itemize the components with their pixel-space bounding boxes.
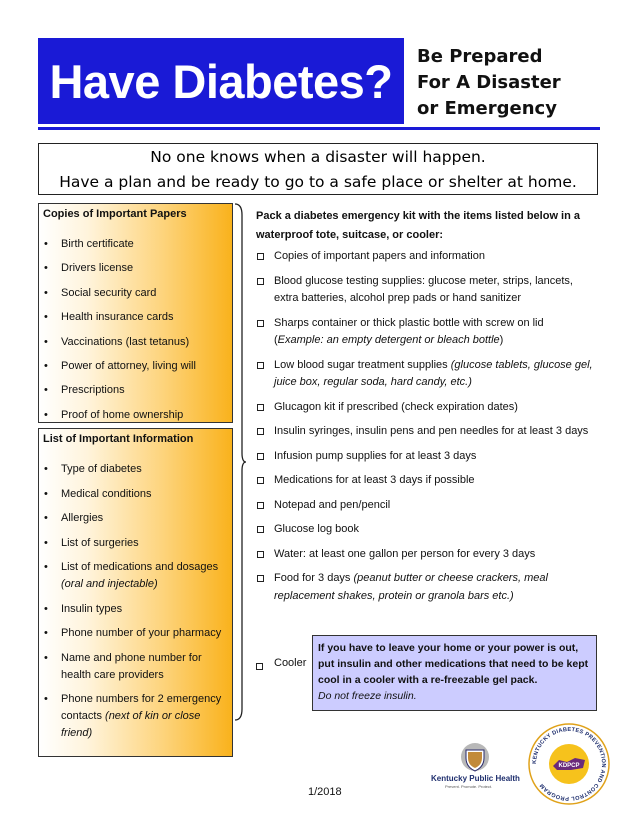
list-item: • Vaccinations (last tetanus) bbox=[39, 334, 232, 358]
subtitle-line: For A Disaster bbox=[417, 72, 561, 93]
list-item: • Insulin types bbox=[39, 601, 232, 618]
checklist-item: Glucagon kit if prescribed (check expiration dates) bbox=[256, 399, 596, 417]
panel-title: List of Important Information bbox=[43, 433, 194, 445]
list-item: • Health insurance cards bbox=[39, 309, 232, 333]
page-title: Have Diabetes? bbox=[49, 54, 393, 108]
item-note: (oral and injectable) bbox=[61, 578, 158, 590]
checkbox-icon bbox=[257, 253, 264, 260]
important-information-panel bbox=[38, 428, 233, 757]
list-item: • Prescriptions bbox=[39, 382, 232, 406]
item-note: (glucose tablets, glucose gel, juice box, regular soda, hard candy, etc.) bbox=[274, 358, 593, 388]
checkbox-icon bbox=[257, 453, 264, 460]
list-item: • Name and phone number for health care providers bbox=[39, 650, 232, 684]
kdpcp-seal-icon bbox=[527, 722, 611, 806]
information-list bbox=[39, 453, 232, 742]
checklist-item: Insulin syringes, insulin pens and pen needles for at least 3 days bbox=[256, 423, 596, 441]
brace-divider bbox=[234, 203, 246, 721]
list-item: • List of surgeries bbox=[39, 535, 232, 552]
notice-line: Have a plan and be ready to go to a safe place or shelter at home. bbox=[59, 173, 577, 191]
checklist-item: Blood glucose testing supplies: glucose meter, strips, lancets, extra batteries, alcohol prep pads or hand sanitizer bbox=[256, 273, 596, 308]
list-item: • Allergies bbox=[39, 510, 232, 527]
list-item: • Medical conditions bbox=[39, 486, 232, 503]
kit-intro: Pack a diabetes emergency kit with the items listed below in a waterproof tote, suitcase, or cooler: bbox=[256, 210, 581, 241]
checkbox-icon bbox=[257, 551, 264, 558]
checkbox-icon bbox=[257, 320, 264, 327]
checklist-item: Infusion pump supplies for at least 3 days bbox=[256, 448, 596, 466]
papers-list bbox=[39, 228, 232, 431]
checklist-item: Sharps container or thick plastic bottle with screw on lid (Example: an empty detergent or bleach bottle) bbox=[256, 315, 596, 350]
cooler-note-bold: If you have to leave your home or your power is out, put insulin and other medications that need to be kept cool in a cooler with a re-freezable gel pack. bbox=[318, 642, 589, 686]
checklist-item: Food for 3 days (peanut butter or cheese crackers, meal replacement shakes, protein or granola bars etc.) bbox=[256, 570, 596, 605]
cooler-note-box bbox=[312, 635, 597, 711]
checkbox-icon bbox=[257, 428, 264, 435]
list-item: • List of medications and dosages (oral and injectable) bbox=[39, 559, 232, 593]
logo-tagline: Prevent. Promote. Protect. bbox=[445, 784, 493, 789]
checkbox-icon bbox=[257, 362, 264, 369]
important-papers-panel bbox=[38, 203, 233, 423]
seal-text: KENTUCKY DIABETES PREVENTION AND CONTROL PROGRAM bbox=[531, 726, 607, 802]
checkbox-icon bbox=[256, 663, 263, 670]
list-item: • Type of diabetes bbox=[39, 461, 232, 478]
notice-box bbox=[38, 143, 598, 195]
list-item: • Drivers license bbox=[39, 260, 232, 284]
date: 1/2018 bbox=[308, 786, 342, 798]
checkbox-icon bbox=[257, 477, 264, 484]
checklist-item: Medications for at least 3 days if possible bbox=[256, 472, 596, 490]
list-item: • Phone number of your pharmacy bbox=[39, 625, 232, 642]
checkbox-icon bbox=[257, 502, 264, 509]
cooler-label: Cooler bbox=[274, 657, 307, 669]
cooler-note-italic: Do not freeze insulin. bbox=[318, 690, 417, 702]
checklist-item: Copies of important papers and information bbox=[256, 248, 596, 266]
item-note: (next of kin or close friend) bbox=[61, 710, 201, 739]
list-item: • Phone numbers for 2 emergency contacts (next of kin or close friend) bbox=[39, 691, 232, 742]
checkbox-icon bbox=[257, 278, 264, 285]
checklist-item: Low blood sugar treatment supplies (glucose tablets, glucose gel, juice box, regular soda, hard candy, etc.) bbox=[256, 357, 596, 392]
checklist-item: Notepad and pen/pencil bbox=[256, 497, 596, 515]
subtitle-line: Be Prepared bbox=[417, 46, 543, 67]
notice-line: No one knows when a disaster will happen. bbox=[150, 148, 486, 166]
list-item: • Social security card bbox=[39, 285, 232, 309]
checkbox-icon bbox=[257, 575, 264, 582]
panel-title: Copies of Important Papers bbox=[43, 208, 187, 220]
title-banner bbox=[38, 38, 404, 124]
header-divider bbox=[38, 127, 600, 130]
subtitle bbox=[417, 44, 617, 122]
subtitle-line: or Emergency bbox=[417, 98, 557, 119]
item-note: (peanut butter or cheese crackers, meal replacement shakes, protein or granola bars etc.) bbox=[274, 572, 548, 602]
logo-name: Kentucky Public Health bbox=[431, 774, 520, 783]
checklist-item: Water: at least one gallon per person for every 3 days bbox=[256, 546, 596, 564]
checklist-item: Glucose log book bbox=[256, 521, 596, 539]
list-item: • Birth certificate bbox=[39, 236, 232, 260]
list-item: • Power of attorney, living will bbox=[39, 358, 232, 382]
list-item: • Proof of home ownership bbox=[39, 407, 232, 431]
kit-checklist bbox=[256, 248, 596, 612]
seal-abbr: KDPCP bbox=[558, 763, 580, 769]
checkbox-icon bbox=[257, 404, 264, 411]
checkbox-icon bbox=[257, 526, 264, 533]
